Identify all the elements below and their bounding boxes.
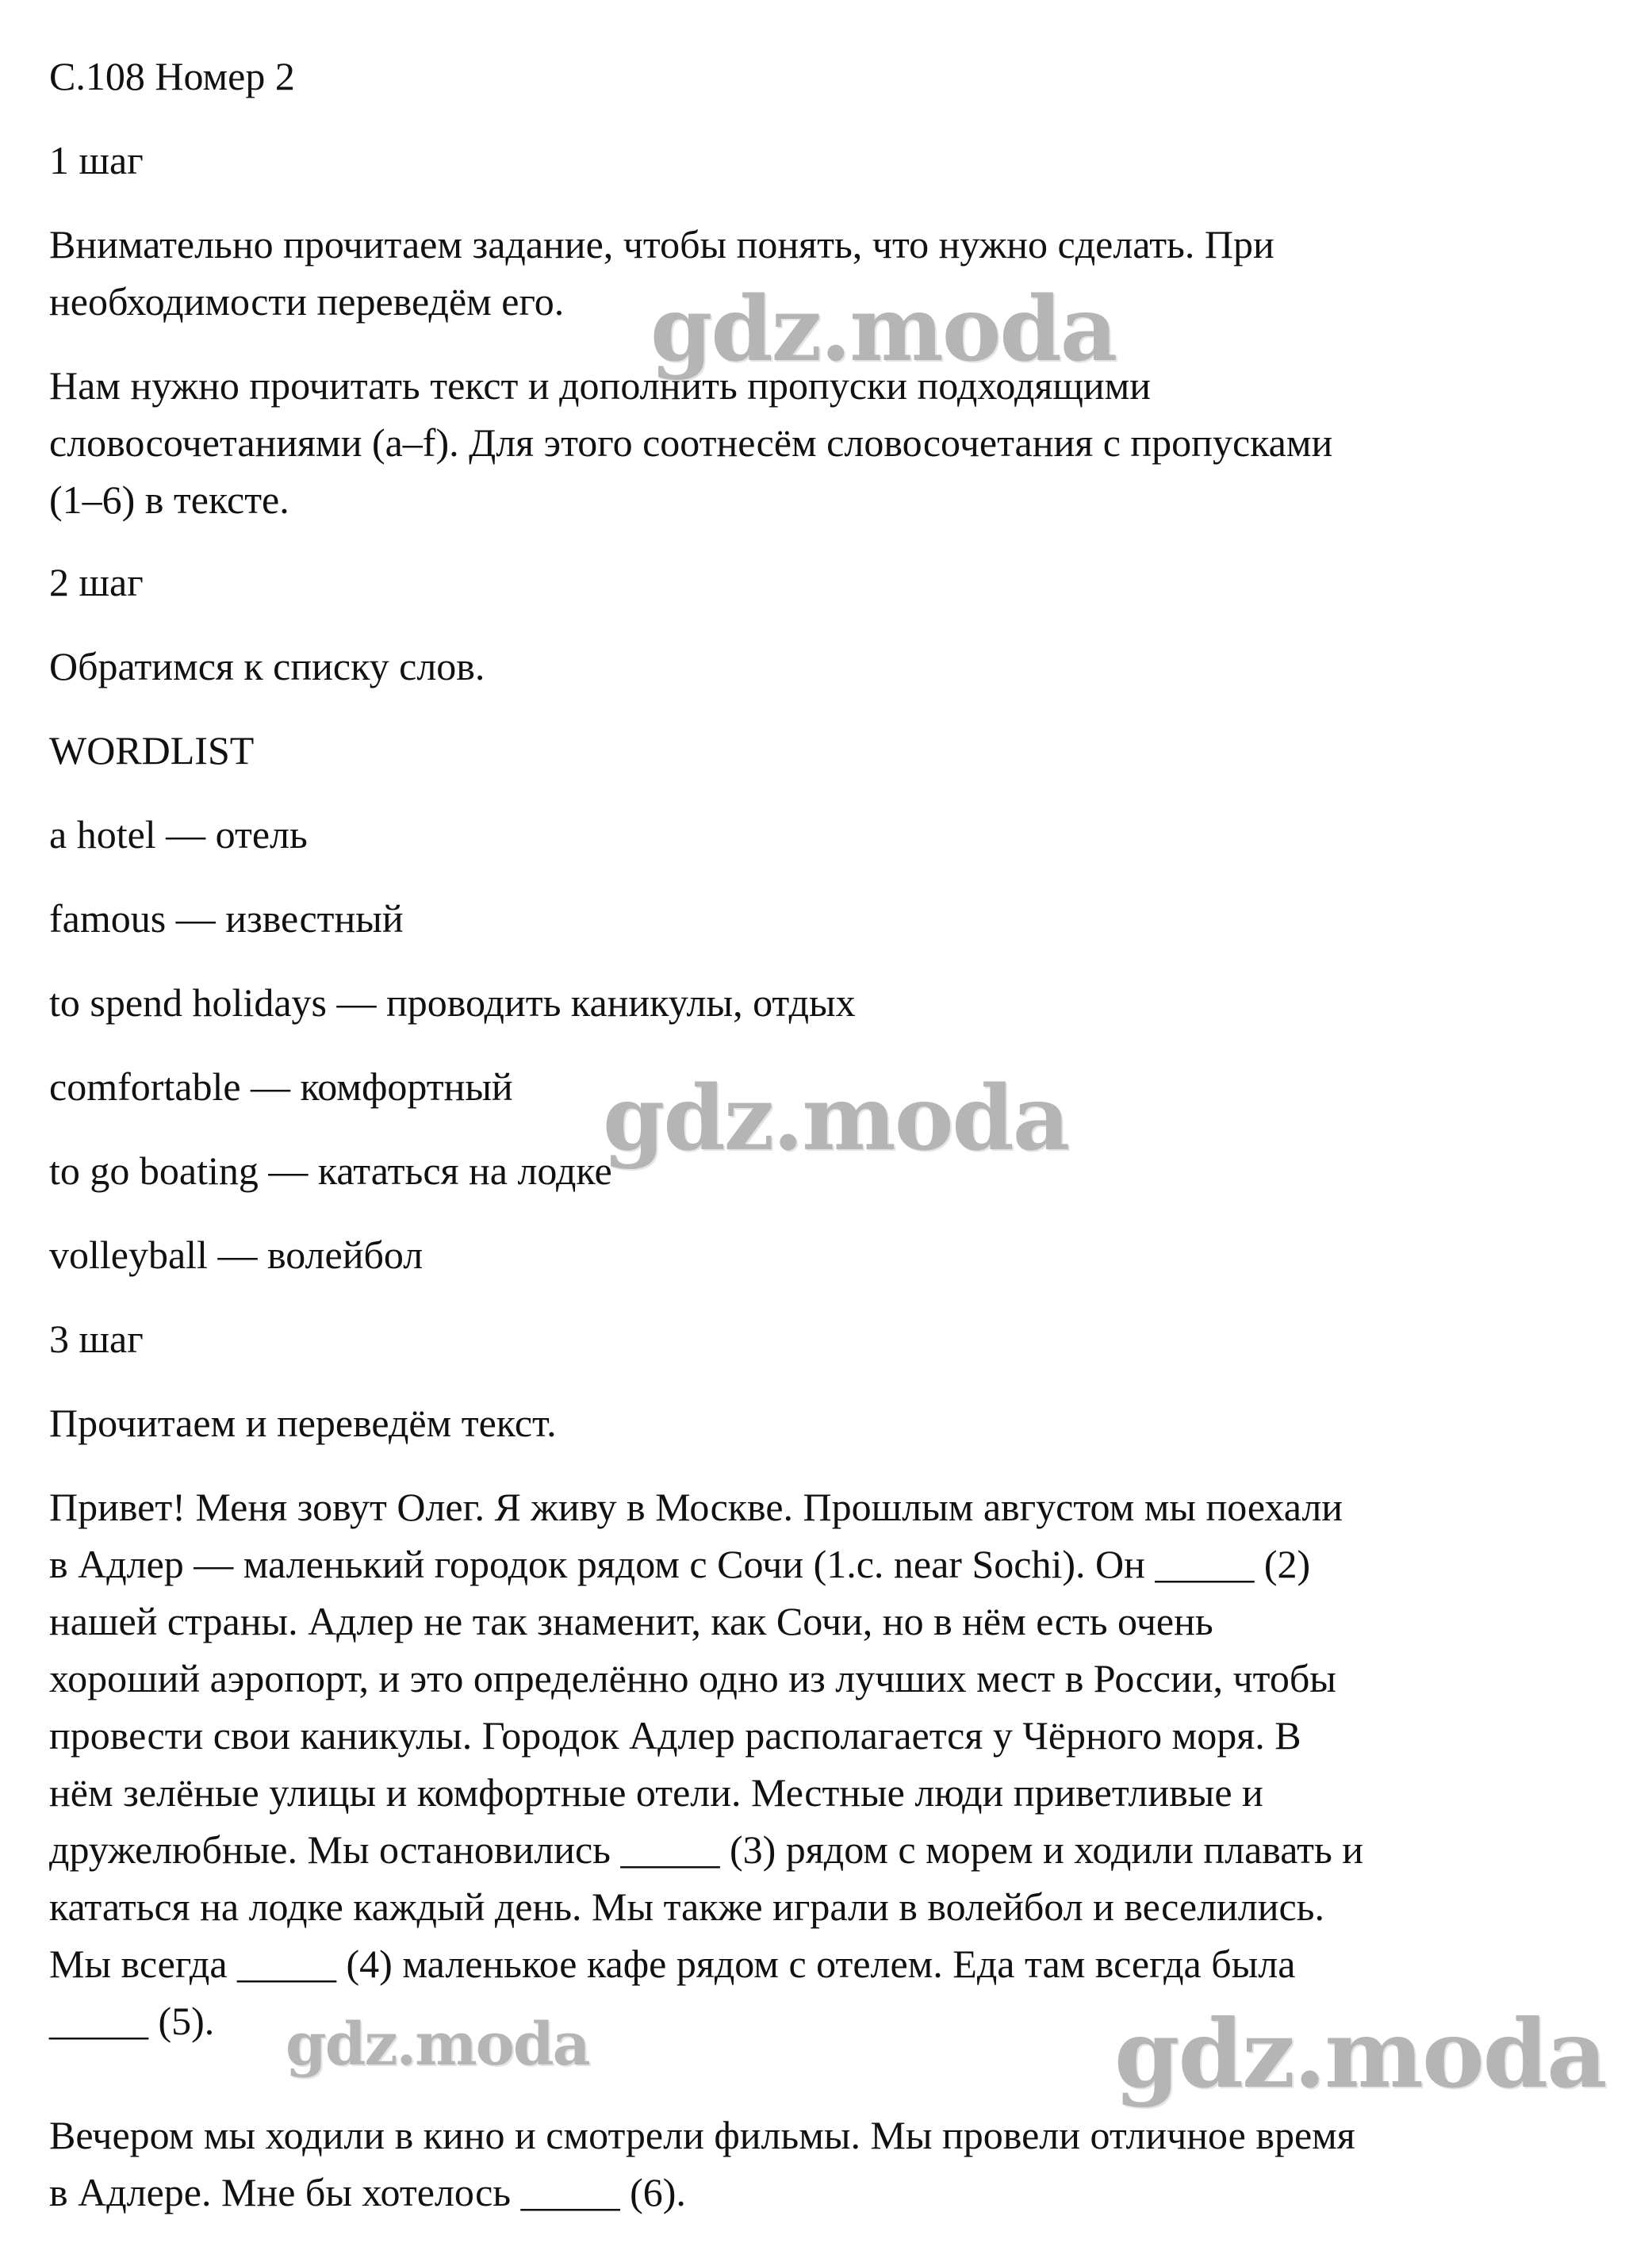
step1-paragraph-2: [49, 357, 1604, 528]
text-line: Нам нужно прочитать текст и дополнить пропуски подходящими: [49, 363, 1152, 408]
step2-title: 2 шаг: [49, 560, 144, 604]
text-line: хороший аэропорт, и это определённо одно из лучших мест в России, чтобы: [49, 1656, 1336, 1700]
text-line: дружелюбные. Мы остановились _____ (3) рядом с морем и ходили плавать и: [49, 1827, 1364, 1872]
text-line: кататься на лодке каждый день. Мы также играли в волейбол и веселились.: [49, 1884, 1324, 1929]
page-heading: С.108 Номер 2: [49, 54, 295, 98]
text-line: провести свои каникулы. Городок Адлер располагается у Чёрного моря. В: [49, 1713, 1301, 1758]
step3-intro: Прочитаем и переведём текст.: [49, 1401, 557, 1445]
wordlist-item: a hotel — отель: [49, 812, 308, 857]
step3-paragraph-2: [49, 2107, 1604, 2221]
watermark-logo: gdz.moda: [603, 1067, 1069, 1171]
step2-intro: Обратимся к списку слов.: [49, 644, 485, 688]
text-line: _____ (5).: [49, 1999, 215, 2043]
step3-title: 3 шаг: [49, 1317, 144, 1361]
text-line: в Адлере. Мне бы хотелось _____ (6).: [49, 2170, 686, 2214]
text-line: (1–6) в тексте.: [49, 477, 289, 522]
watermark-logo: gdz.moda: [286, 2011, 589, 2079]
text-line: Внимательно прочитаем задание, чтобы понять, что нужно сделать. При: [49, 222, 1274, 266]
text-line: Мы всегда _____ (4) маленькое кафе рядом с отелем. Еда там всегда была: [49, 1942, 1296, 1986]
step3-paragraph-1: [49, 1478, 1604, 2049]
wordlist-item: famous — известный: [49, 896, 404, 941]
watermark-logo: gdz.moda: [650, 278, 1117, 381]
text-line: необходимости переведём его.: [49, 279, 565, 324]
wordlist-item: to spend holidays — проводить каникулы, отдых: [49, 980, 856, 1025]
text-line: словосочетаниями (a–f). Для этого соотнесём словосочетания с пропусками: [49, 420, 1333, 465]
wordlist-title: WORDLIST: [49, 728, 255, 773]
text-line: нём зелёные улицы и комфортные отели. Местные люди приветливые и: [49, 1770, 1263, 1815]
wordlist-item: to go boating — кататься на лодке: [49, 1148, 612, 1193]
watermark-logo: gdz.moda: [1114, 1999, 1606, 2109]
text-line: в Адлер — маленький городок рядом с Сочи (1.c. near Sochi). Он _____ (2): [49, 1542, 1311, 1586]
text-line: нашей страны. Адлер не так знаменит, как Сочи, но в нём есть очень: [49, 1599, 1213, 1643]
text-line: Привет! Меня зовут Олег. Я живу в Москве. Прошлым августом мы поехали: [49, 1485, 1343, 1529]
wordlist-item: volleyball — волейбол: [49, 1233, 424, 1277]
text-line: Вечером мы ходили в кино и смотрели фильмы. Мы провели отличное время: [49, 2113, 1355, 2157]
wordlist-item: comfortable — комфортный: [49, 1064, 513, 1109]
step1-title: 1 шаг: [49, 138, 144, 182]
